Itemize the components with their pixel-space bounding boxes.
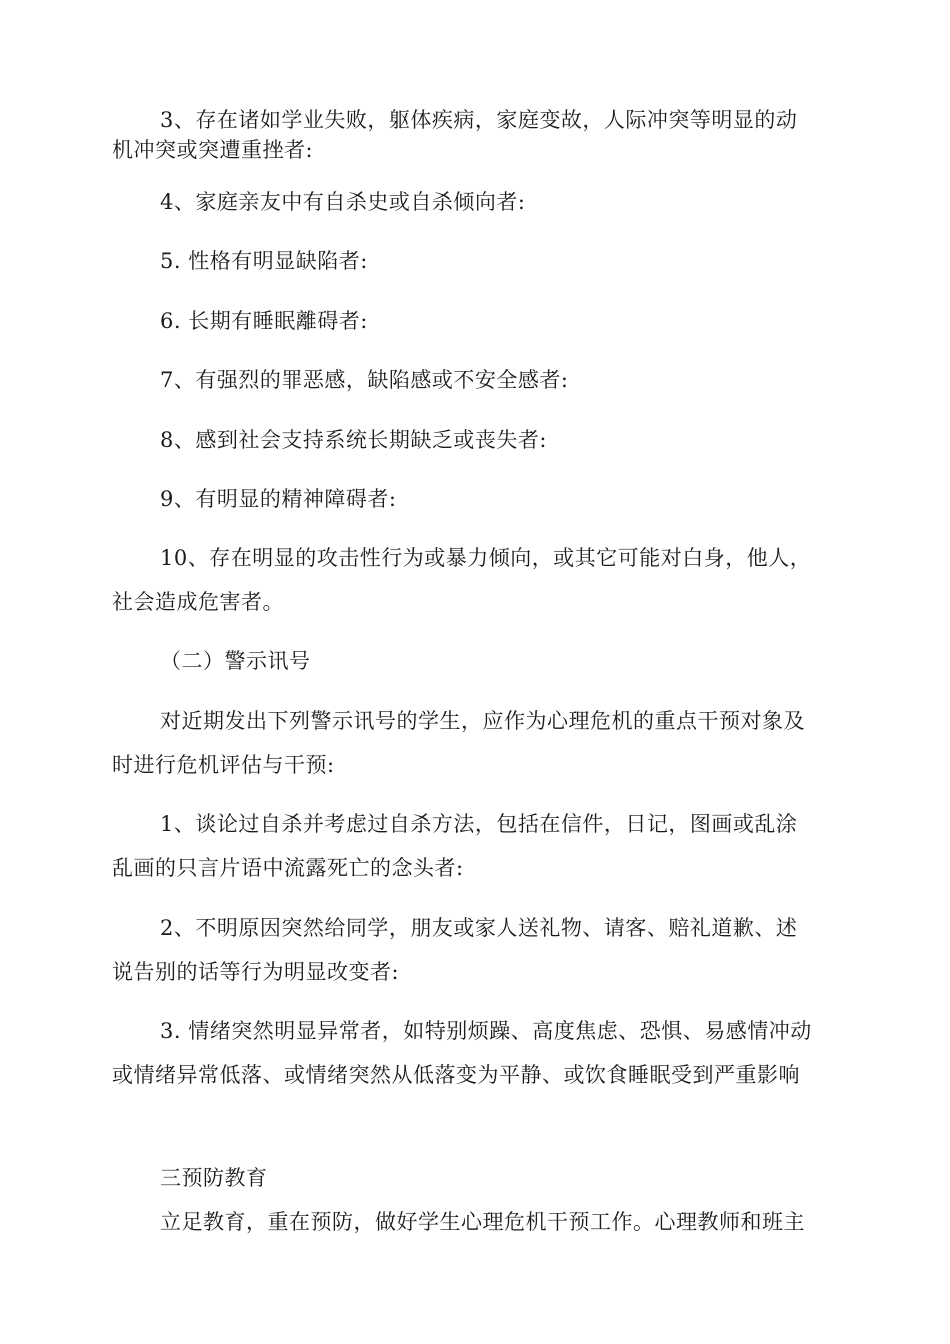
text-line: 或情绪异常低落、或情绪突然从低落变为平静、或饮食睡眠受到严重影响 — [112, 1063, 800, 1087]
text-line: 10、存在明显的攻击性行为或暴力倾向，或其它可能对白身，他人， — [160, 546, 812, 570]
text-line: 立足教育，重在预防，做好学生心理危机干预工作。心理教师和班主 — [160, 1210, 805, 1234]
text-line: 1、谈论过自杀并考虑过自杀方法，包括在信件，日记，图画或乱涂 — [160, 812, 798, 836]
text-line: 6. 长期有睡眠離碍者: — [160, 309, 368, 333]
text-line: 说告别的话等行为明显改变者: — [112, 960, 400, 984]
section-heading: （二）警示讯号 — [160, 649, 311, 673]
section-heading: 三预防教育 — [160, 1166, 268, 1190]
text-line: 3、存在诸如学业失败，躯体疾病，家庭变故，人际冲突等明显的动 — [160, 108, 798, 132]
text-line: 机冲突或突遭重挫者: — [112, 138, 314, 162]
text-line: 乱画的只言片语中流露死亡的念头者: — [112, 856, 464, 880]
text-line: 5. 性格有明显缺陷者: — [160, 249, 368, 273]
text-line: 8、感到社会支持系统长期缺乏或丧失者: — [160, 428, 547, 452]
text-line: 时进行危机评估与干预: — [112, 753, 335, 777]
text-line: 3. 情绪突然明显异常者，如特别烦躁、高度焦虑、恐惧、易感情冲动 — [160, 1019, 812, 1043]
text-line: 7、有强烈的罪恶感，缺陷感或不安全感者: — [160, 368, 569, 392]
text-line: 对近期发出下列警示讯号的学生，应作为心理危机的重点干预对象及 — [160, 709, 805, 733]
text-line: 4、家庭亲友中有自杀史或自杀倾向者: — [160, 190, 526, 214]
text-line: 2、不明原因突然给同学，朋友或家人送礼物、请客、赔礼道歉、述 — [160, 916, 798, 940]
text-line: 9、有明显的精神障碍者: — [160, 487, 397, 511]
text-line: 社会造成危害者。 — [112, 590, 284, 614]
